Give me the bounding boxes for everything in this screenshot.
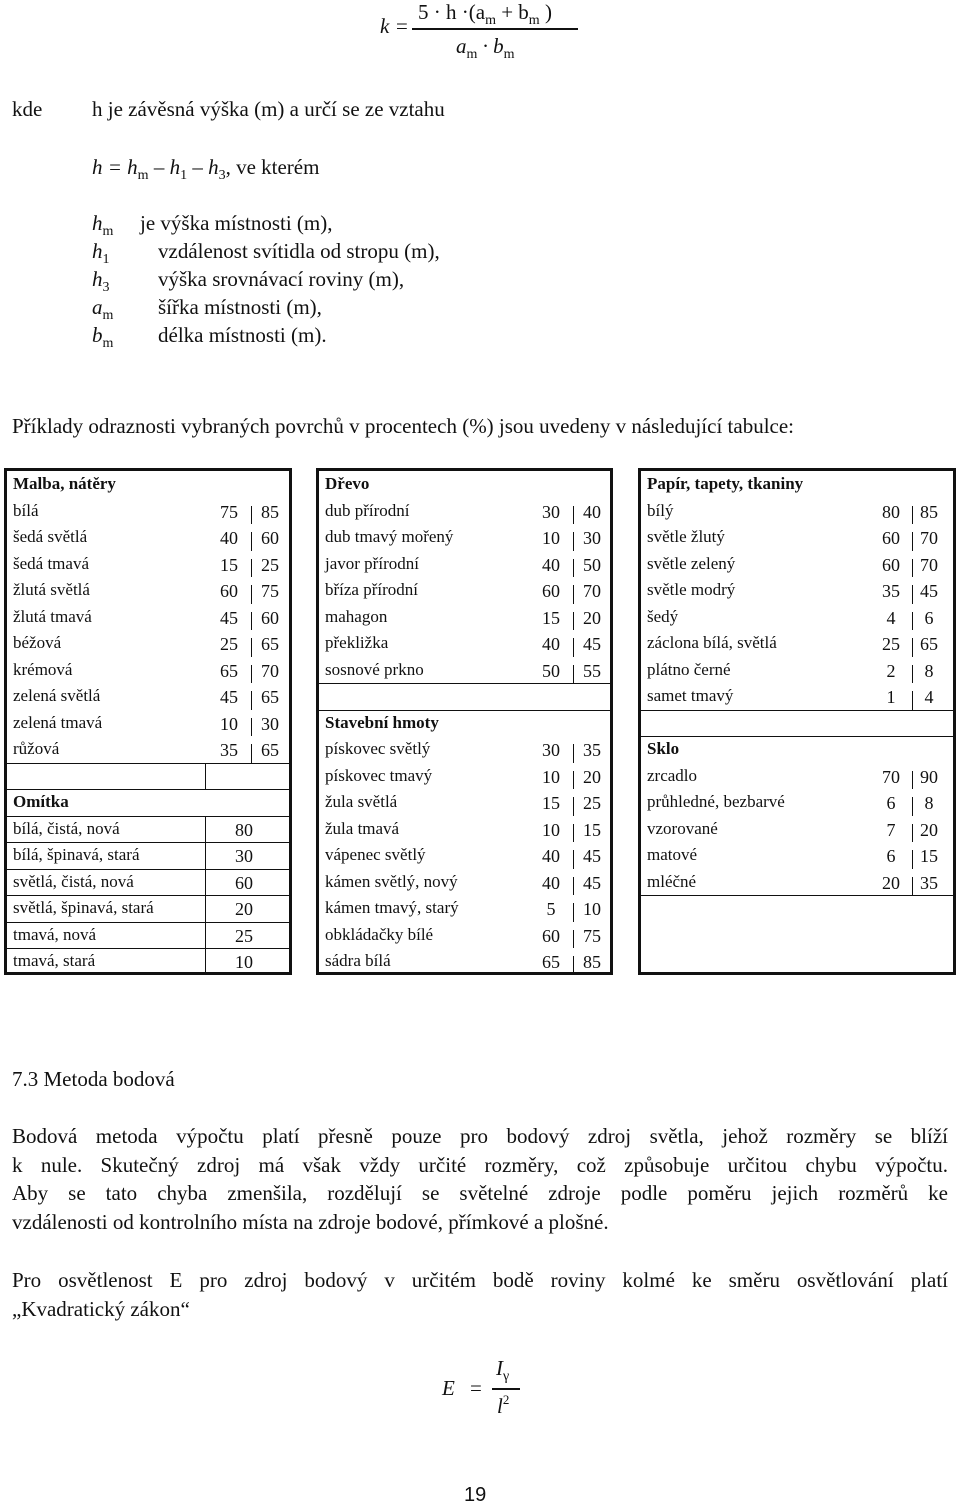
value-separator	[912, 797, 913, 816]
formula-e-fraction-line	[492, 1388, 520, 1390]
definition-symbol	[92, 295, 114, 323]
value: 80	[235, 819, 253, 840]
value-separator	[912, 877, 913, 896]
table-header	[641, 471, 953, 498]
value-separator	[912, 638, 913, 657]
value-separator	[251, 638, 252, 657]
table-row	[319, 604, 610, 631]
row-label: matové	[647, 845, 698, 864]
value-separator	[251, 532, 252, 551]
row-label: překližka	[325, 633, 389, 652]
value-max: 10	[583, 899, 601, 919]
row-label: světlá, špinavá, stará	[13, 898, 154, 917]
row-label: světlá, čistá, nová	[13, 871, 134, 891]
where-line1: h je závěsná výška (m) a určí se ze vztahu	[92, 97, 445, 121]
definition-symbol-letter: h	[92, 211, 103, 235]
value-separator	[251, 612, 252, 631]
value-min: 45	[220, 607, 238, 628]
value-max: 20	[920, 819, 938, 840]
table-malba	[4, 468, 292, 975]
value-max: 35	[920, 872, 938, 893]
formula-e-numerator: $I_\gamma$	[496, 1356, 510, 1384]
table-header	[7, 471, 289, 498]
row-label: tmavá, nová	[13, 924, 97, 944]
row-label: žula tmavá	[325, 818, 400, 838]
value-separator	[912, 612, 913, 631]
definition-symbol	[92, 267, 110, 295]
value-min: 75	[220, 501, 238, 522]
table-row	[641, 763, 953, 790]
row-label: javor přírodní	[325, 553, 419, 573]
paragraph-line: Pro osvětlenost E pro zdroj bodový v určitém bodě roviny kolmé ke směru osvětlování platí	[12, 1268, 948, 1292]
value-max: 65	[920, 634, 938, 654]
value-separator	[912, 850, 913, 869]
value-min: 2	[886, 660, 896, 681]
value-min: 15	[542, 607, 560, 628]
value-min: 60	[220, 581, 238, 601]
value-max: 15	[583, 819, 601, 840]
value: 30	[235, 846, 253, 866]
value-max: 45	[583, 634, 601, 654]
value-max: 15	[920, 846, 938, 866]
row-label: bílá, čistá, nová	[13, 818, 120, 838]
table-row	[7, 604, 289, 631]
definition-text: délka místnosti (m).	[158, 323, 327, 347]
row-label: krémová	[13, 659, 73, 679]
table-row	[7, 683, 289, 710]
value-min: 30	[542, 501, 560, 522]
value-min: 6	[886, 793, 896, 813]
value-separator	[573, 824, 574, 843]
value-separator	[912, 559, 913, 578]
paragraph-line: k nule. Skutečný zdroj má však vždy určité rozměry, což způsobuje určitou chybu výpočtu.	[12, 1152, 948, 1177]
table-row	[641, 630, 953, 657]
definition-text: vzdálenost svítidla od stropu (m),	[158, 239, 440, 263]
table-row	[7, 948, 289, 975]
value-max: 25	[583, 793, 601, 813]
row-label: světle modrý	[647, 580, 736, 599]
table-header-label: Dřevo	[325, 474, 370, 493]
row-label: tmavá, stará	[13, 951, 96, 970]
value-separator	[573, 850, 574, 869]
definition-text: šířka místnosti (m),	[158, 295, 322, 319]
value: 10	[235, 952, 253, 972]
value-max: 45	[583, 872, 601, 893]
row-label: žlutá tmavá	[13, 606, 92, 626]
table-subheader	[319, 710, 610, 737]
value-max: 60	[261, 528, 279, 548]
value-max: 55	[583, 660, 601, 681]
row-label: dub přírodní	[325, 500, 410, 520]
table-row	[7, 895, 289, 922]
table-subheader	[641, 736, 953, 763]
row-label: zelená tmavá	[13, 712, 103, 732]
table-drevo	[316, 468, 613, 975]
value-min: 5	[546, 899, 556, 919]
value-separator	[251, 506, 252, 525]
table-row	[319, 524, 610, 551]
table-row	[7, 736, 289, 763]
definition-symbol-letter: h	[92, 267, 103, 291]
formula-k-denominator: $a_m \cdot b_m$	[456, 34, 515, 62]
table-row	[641, 551, 953, 578]
value-max: 65	[261, 687, 279, 707]
value-separator	[573, 559, 574, 578]
value-max: 6	[924, 607, 934, 628]
row-label: zrcadlo	[647, 765, 698, 785]
row-label: kámen tmavý, starý	[325, 898, 459, 917]
value-min: 1	[886, 687, 896, 707]
table-row	[641, 657, 953, 684]
definition-symbol-subscript: 3	[102, 280, 110, 295]
value-separator	[573, 532, 574, 551]
row-label: průhledné, bezbarvé	[647, 792, 785, 811]
table-subheader-label: Omítka	[13, 792, 69, 811]
row-divider	[641, 710, 953, 711]
value-min: 25	[882, 634, 900, 654]
value-min: 60	[882, 554, 900, 575]
value-max: 65	[261, 740, 279, 760]
value-min: 60	[542, 581, 560, 601]
paragraph-line: Bodová metoda výpočtu platí přesně pouze pro bodový zdroj světla, jehož rozměry se blíží	[12, 1124, 948, 1148]
value-separator	[912, 771, 913, 790]
row-label: žlutá světlá	[13, 580, 90, 599]
value-separator	[251, 559, 252, 578]
paragraph-line: Aby se tato chyba zmenšila, rozdělují se světelné zdroje podle poměru jejich rozměrů ke	[12, 1181, 948, 1206]
value-separator	[251, 585, 252, 604]
intro-text: Příklady odraznosti vybraných povrchů v procentech (%) jsou uvedeny v následující tabulce:	[12, 414, 795, 438]
value-max: 70	[583, 581, 601, 601]
value-min: 40	[220, 528, 238, 548]
table-row	[641, 577, 953, 604]
row-label: samet tmavý	[647, 686, 734, 705]
value-max: 30	[583, 528, 601, 548]
section-title: 7.3 Metoda bodová	[12, 1067, 175, 1091]
value-max: 20	[583, 607, 601, 628]
value-separator	[912, 665, 913, 684]
definition-symbol-letter: h	[92, 239, 103, 263]
row-label: zelená světlá	[13, 686, 101, 705]
value-separator	[251, 744, 252, 763]
row-label: šedá světlá	[13, 527, 88, 546]
table-row	[7, 816, 289, 843]
table-subheader-label: Sklo	[647, 739, 680, 758]
value-max: 85	[920, 501, 938, 522]
page-number: 19	[464, 1484, 487, 1506]
row-label: žula světlá	[325, 792, 398, 811]
row-label: světle zelený	[647, 553, 736, 573]
value-min: 40	[542, 634, 560, 654]
value-min: 25	[220, 634, 238, 654]
table-row	[319, 763, 610, 790]
value-separator	[912, 506, 913, 525]
value-max: 35	[583, 740, 601, 760]
definition-symbol-letter: b	[92, 323, 103, 347]
value-min: 7	[886, 819, 896, 840]
paragraph-line: vzdálenosti od kontrolního místa na zdroje bodové, přímkové a plošné.	[12, 1210, 609, 1235]
table-header-label: Papír, tapety, tkaniny	[647, 474, 804, 493]
table-row	[7, 498, 289, 525]
row-divider	[641, 895, 953, 896]
value-separator	[573, 903, 574, 922]
value-min: 65	[542, 952, 560, 972]
table-row	[7, 710, 289, 737]
value-separator	[573, 930, 574, 949]
value-separator	[573, 797, 574, 816]
row-label: světle žlutý	[647, 527, 725, 546]
formula-k-numerator: $5 \cdot h \cdot(a_m + b_m$ )	[418, 0, 552, 28]
table-header-label: Malba, nátěry	[13, 474, 116, 493]
value-max: 50	[583, 554, 601, 575]
value-min: 35	[220, 740, 238, 760]
value-min: 45	[220, 687, 238, 707]
table-subheader-label: Stavební hmoty	[325, 712, 439, 732]
row-label: sádra bílá	[325, 951, 391, 970]
table-row	[319, 895, 610, 922]
value-min: 15	[220, 554, 238, 575]
row-label: bílý	[647, 500, 674, 520]
value-separator	[573, 665, 574, 684]
table-row	[641, 789, 953, 816]
value-separator	[573, 877, 574, 896]
value-min: 60	[542, 925, 560, 946]
definition-text: je výška místnosti (m),	[140, 211, 333, 235]
row-label: pískovec tmavý	[325, 765, 433, 785]
definition-symbol-subscript: 1	[102, 252, 110, 267]
table-row	[319, 736, 610, 763]
value-separator	[573, 638, 574, 657]
row-label: bílá	[13, 500, 39, 520]
table-row	[641, 604, 953, 631]
value-max: 85	[583, 952, 601, 972]
value-min: 10	[220, 713, 238, 734]
row-label: bříza přírodní	[325, 580, 418, 599]
value-separator	[251, 691, 252, 710]
table-row	[641, 683, 953, 710]
value-min: 50	[542, 660, 560, 681]
value-separator	[573, 612, 574, 631]
value-max: 8	[924, 660, 934, 681]
table-row	[641, 816, 953, 843]
definition-text: výška srovnávací roviny (m),	[158, 267, 405, 291]
value-min: 20	[882, 872, 900, 893]
row-label: vzorované	[647, 818, 718, 838]
row-label: růžová	[13, 739, 60, 758]
paragraph-line: „Kvadratický zákon“	[12, 1297, 190, 1321]
value-min: 10	[542, 766, 560, 787]
value-max: 90	[920, 766, 938, 787]
value-max: 65	[261, 634, 279, 654]
formula-k-lhs: k =	[380, 14, 409, 38]
row-label: sosnové prkno	[325, 659, 424, 679]
value-max: 75	[583, 925, 601, 946]
row-label: plátno černé	[647, 659, 731, 679]
value-separator	[573, 744, 574, 763]
table-row	[319, 577, 610, 604]
table-header	[319, 471, 610, 498]
value-max: 70	[261, 660, 279, 681]
row-label: béžová	[13, 633, 62, 652]
table-row	[319, 816, 610, 843]
table-row	[641, 498, 953, 525]
value-max: 4	[924, 687, 934, 707]
definition-symbol	[92, 323, 114, 351]
row-label: kámen světlý, nový	[325, 871, 458, 891]
table-row	[7, 657, 289, 684]
table-row	[7, 524, 289, 551]
column-divider	[205, 816, 206, 975]
value-max: 70	[920, 528, 938, 548]
row-divider	[319, 683, 610, 684]
value-max: 75	[261, 581, 279, 601]
value-max: 8	[924, 793, 934, 813]
table-row	[319, 498, 610, 525]
value-max: 70	[920, 554, 938, 575]
value-separator	[912, 532, 913, 551]
definition-symbol	[92, 211, 114, 239]
formula-e-eq: =	[470, 1376, 482, 1400]
value-separator	[251, 665, 252, 684]
table-row	[7, 869, 289, 896]
definition-symbol-letter: a	[92, 295, 103, 319]
value-min: 35	[882, 581, 900, 601]
row-divider	[7, 763, 289, 764]
definition-symbol-subscript: m	[102, 336, 114, 351]
row-label: vápenec světlý	[325, 845, 426, 864]
row-label: mahagon	[325, 606, 388, 626]
row-label: pískovec světlý	[325, 739, 431, 758]
table-row	[7, 842, 289, 869]
value-min: 15	[542, 793, 560, 813]
value-min: 6	[886, 846, 896, 866]
row-label: bílá, špinavá, stará	[13, 845, 140, 864]
table-row	[319, 948, 610, 975]
table-papir	[638, 468, 956, 975]
row-label: šedá tmavá	[13, 553, 89, 573]
formula-e-lhs: E	[442, 1376, 455, 1400]
row-label: obkládačky bílé	[325, 924, 434, 944]
value-min: 10	[542, 528, 560, 548]
value-max: 45	[920, 581, 938, 601]
value: 20	[235, 899, 253, 919]
table-row	[641, 842, 953, 869]
eq-h: $h = h_m - h_1 - h_3$, ve kterém	[92, 155, 320, 183]
value-separator	[573, 585, 574, 604]
value-min: 40	[542, 872, 560, 893]
table-row	[641, 524, 953, 551]
table-row	[7, 922, 289, 949]
value-max: 85	[261, 501, 279, 522]
table-row	[319, 789, 610, 816]
value-min: 4	[886, 607, 896, 628]
value-separator	[251, 718, 252, 737]
value-max: 40	[583, 501, 601, 522]
definition-symbol-subscript: m	[102, 308, 114, 323]
table-subheader	[7, 789, 289, 816]
value-min: 65	[220, 660, 238, 681]
value-min: 30	[542, 740, 560, 760]
value: 60	[235, 872, 253, 893]
row-label: záclona bílá, světlá	[647, 633, 777, 652]
value-min: 80	[882, 501, 900, 522]
table-row	[319, 869, 610, 896]
table-row	[7, 630, 289, 657]
table-row	[319, 842, 610, 869]
value-max: 45	[583, 846, 601, 866]
formula-e-denominator: $l^2$	[497, 1392, 510, 1418]
value-max: 60	[261, 607, 279, 628]
table-row	[319, 922, 610, 949]
table-row	[641, 869, 953, 896]
value-separator	[573, 771, 574, 790]
formula-k-fraction-line	[412, 28, 578, 30]
table-row	[319, 657, 610, 684]
definition-symbol	[92, 239, 110, 267]
value-separator	[912, 585, 913, 604]
value-min: 60	[882, 528, 900, 548]
value-min: 40	[542, 554, 560, 575]
value-min: 40	[542, 846, 560, 866]
value-separator	[573, 956, 574, 975]
value-max: 25	[261, 554, 279, 575]
value-max: 30	[261, 713, 279, 734]
row-label: dub tmavý mořený	[325, 527, 454, 546]
column-divider	[205, 763, 206, 790]
value-min: 70	[882, 766, 900, 787]
row-label: šedý	[647, 606, 679, 626]
value: 25	[235, 925, 253, 946]
row-label: mléčné	[647, 871, 697, 891]
value-separator	[573, 506, 574, 525]
value-separator	[912, 691, 913, 710]
table-row	[319, 630, 610, 657]
value-min: 10	[542, 819, 560, 840]
value-max: 20	[583, 766, 601, 787]
table-row	[319, 551, 610, 578]
definition-symbol-subscript: m	[102, 224, 114, 239]
table-row	[7, 577, 289, 604]
kde-label: kde	[12, 97, 43, 121]
value-separator	[912, 824, 913, 843]
table-row	[7, 551, 289, 578]
